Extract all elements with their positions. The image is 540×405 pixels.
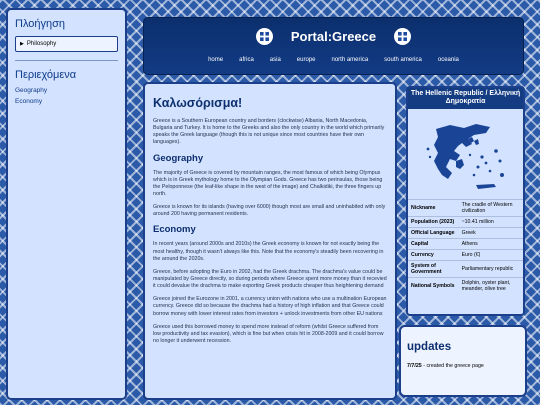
coat-of-arms-icon bbox=[394, 28, 411, 45]
nav-link-europe[interactable]: europe bbox=[296, 57, 316, 63]
philosophy-nav-button[interactable] bbox=[15, 36, 118, 52]
infobox-row bbox=[408, 199, 523, 216]
update-text: - created the greece page bbox=[421, 363, 484, 369]
economy-paragraph: Greece used this borrowed money to spend more instead of reform (whilst Greece suffered from low productivity and tax evasion), which is fine but when crisis hit in 2008-2009 and it could borrow no longer it underwent recession. bbox=[153, 323, 384, 344]
toc-item-economy[interactable]: Economy bbox=[15, 98, 43, 105]
top-nav bbox=[144, 57, 523, 63]
infobox-row bbox=[408, 216, 523, 227]
infobox-row bbox=[408, 227, 523, 238]
infobox-value: Dolphin, oyster plant, meander, olive tree bbox=[459, 277, 523, 294]
infobox-title: The Hellenic Republic / Ελληνική Δημοκρατία bbox=[408, 88, 523, 109]
infobox-table bbox=[408, 199, 523, 294]
infobox-value: Parliamentary republic bbox=[459, 260, 523, 277]
infobox-key: National Symbols bbox=[408, 277, 459, 294]
welcome-heading: Καλωσόρισμα! bbox=[153, 96, 243, 110]
nav-link-oceania[interactable]: oceania bbox=[437, 57, 459, 63]
infobox-value: Greek bbox=[459, 227, 523, 238]
sidebar-divider bbox=[15, 60, 118, 61]
intro-paragraph: Greece is a Southern European country and borders (clockwise) Albania, North Macedonia, Bulgaria and Turkey. It is home to the Greeks and also the only country in the world which primarily speaks the Greek language (though this is not unique since most countries have their own languages). bbox=[153, 118, 385, 146]
portal-header bbox=[143, 17, 524, 75]
greece-map bbox=[408, 115, 523, 195]
geography-paragraph: Greece is known for its islands (having over 6000) though most are small and uninhabited with only around 200 having permanent residents. bbox=[153, 204, 386, 218]
infobox-value: Athens bbox=[459, 238, 523, 249]
update-entry bbox=[407, 363, 519, 369]
infobox-key: Population (2023) bbox=[408, 216, 459, 227]
update-date: 7/7/25 bbox=[407, 363, 422, 369]
nav-link-asia[interactable]: asia bbox=[269, 57, 281, 63]
economy-heading: Economy bbox=[153, 224, 196, 236]
infobox-key: Nickname bbox=[408, 199, 459, 216]
sidebar-toc-heading: Περιεχόμενα bbox=[15, 69, 77, 81]
infobox-row bbox=[408, 238, 523, 249]
infobox-value: ~10.41 million bbox=[459, 216, 523, 227]
philosophy-nav-label: Philosophy bbox=[26, 41, 57, 47]
infobox-value: The cradle of Western civilization bbox=[459, 199, 523, 216]
nav-link-south-america[interactable]: south america bbox=[384, 57, 422, 63]
toc-item-geography[interactable]: Geography bbox=[15, 87, 48, 94]
updates-panel bbox=[399, 325, 527, 397]
updates-heading: updates bbox=[407, 341, 452, 353]
geography-paragraph: The majority of Greece is covered by mountain ranges, the most famous of which being Olympus which is in Greek mythology home to the Olympian Gods. Greece has two perinsulas, those being the Peloponnese (the leaf-like shape in the west of the image) and Chalkidiki, the three fingers up north. bbox=[153, 169, 383, 197]
main-content bbox=[143, 82, 397, 400]
economy-paragraph: In recent years (around 2000s and 2010s) the Greek economy is known for not exactly being the most healthy, though it wasn't always like this. Note that the economy's steadily been recovering in the around the 2020s. bbox=[153, 241, 384, 262]
infobox-value: Euro (€) bbox=[459, 249, 523, 260]
infobox-key: System of Government bbox=[408, 260, 459, 277]
sidebar bbox=[6, 8, 127, 400]
coat-of-arms-icon bbox=[256, 28, 273, 45]
infobox-key: Currency bbox=[408, 249, 459, 260]
infobox-row bbox=[408, 277, 523, 294]
portal-title: Portal:Greece bbox=[290, 29, 377, 44]
economy-paragraph: Greece, before adopting the Euro in 2002, had the Greek drachma. The drachma's value could be manipulated by Greece directly, so during periods where Greece spent more money than it recevied it could devalue the drachma to make exporting Greek products cheaper thus heightening demand bbox=[153, 268, 387, 290]
geography-heading: Geography bbox=[153, 152, 204, 164]
infobox-row bbox=[408, 249, 523, 260]
triangle-right-icon: ▶ bbox=[20, 41, 24, 47]
infobox-key: Capital bbox=[408, 238, 459, 249]
infobox-key: Official Language bbox=[408, 227, 459, 238]
economy-paragraph: Greece joined the Eurozone in 2001, a currency union with nations who use a multination European currency. Greece did so because the drachma had a history of high inflation and that Greece could borrow money with lower interest rates from investors + unlock investments from other EU nations bbox=[153, 296, 387, 317]
infobox-row bbox=[408, 260, 523, 277]
nav-link-africa[interactable]: africa bbox=[239, 57, 254, 63]
nav-link-home[interactable]: home bbox=[208, 57, 224, 63]
sidebar-nav-heading: Πλοήγηση bbox=[15, 18, 66, 30]
nav-link-north-america[interactable]: north america bbox=[331, 57, 369, 63]
country-infobox bbox=[406, 86, 525, 316]
